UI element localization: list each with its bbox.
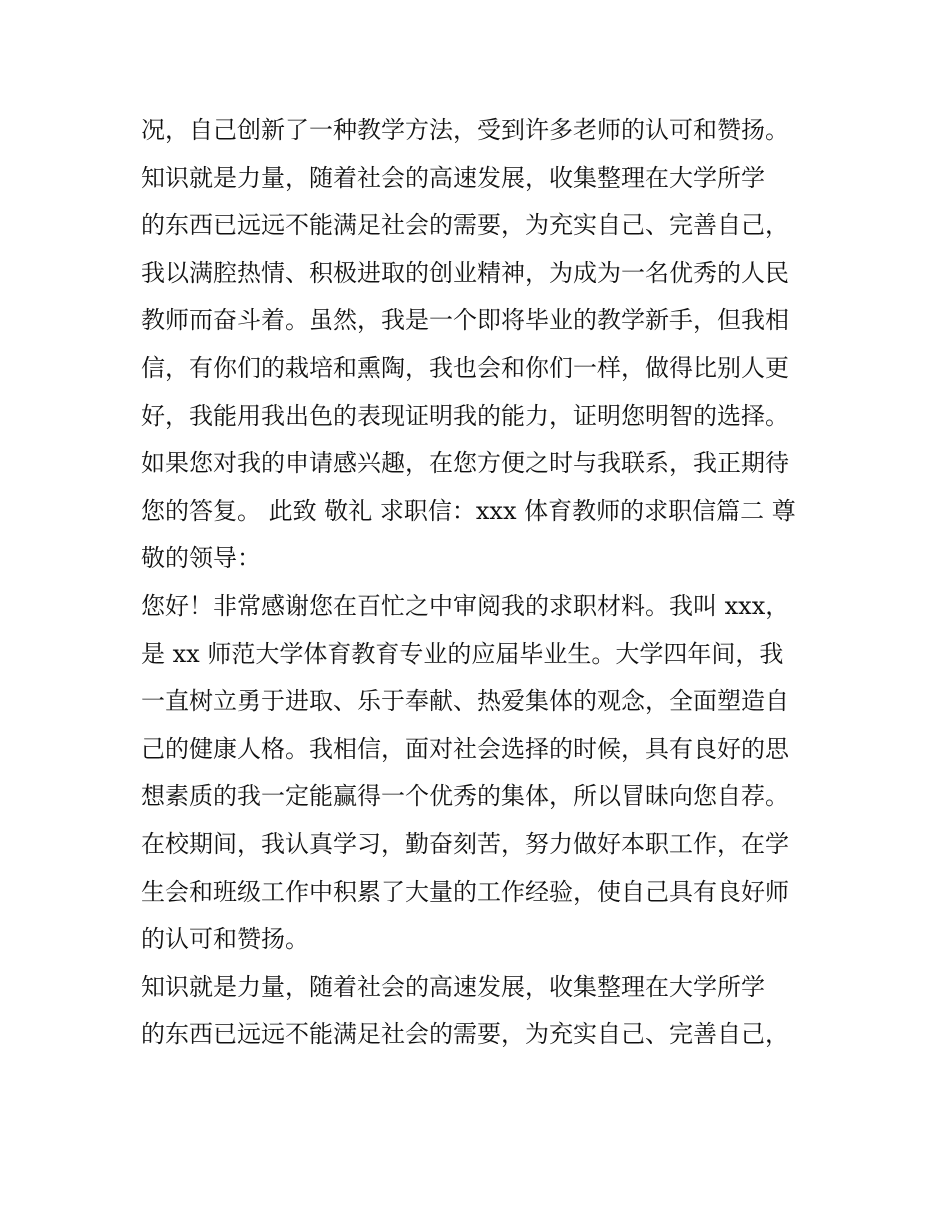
body-text: [141, 107, 821, 1059]
text-line: 知识就是力量，随着社会的高速发展，收集整理在大学所学: [141, 163, 765, 192]
text-line: 况，自己创新了一种教学方法，受到许多老师的认可和赞扬。: [141, 116, 789, 144]
text-line: 教师而奋斗着。虽然，我是一个即将毕业的教学新手，但我相: [141, 306, 789, 335]
text-line: 的东西已远远不能满足社会的需要，为充实自己、完善自己，: [141, 1020, 789, 1049]
text-line: 如果您对我的申请感兴趣，在您方便之时与我联系，我正期待: [141, 449, 789, 478]
text-line: 您的答复。 此致 敬礼 求职信：xxx 体育教师的求职信篇二 尊: [141, 496, 796, 525]
text-line: 敬的领导：: [141, 544, 261, 573]
text-line: 生会和班级工作中积累了大量的工作经验，使自己具有良好师: [141, 877, 789, 906]
text-line: 的东西已远远不能满足社会的需要，为充实自己、完善自己，: [141, 211, 789, 240]
text-line: 好，我能用我出色的表现证明我的能力，证明您明智的选择。: [141, 401, 789, 430]
text-line: 在校期间，我认真学习，勤奋刻苦，努力做好本职工作，在学: [141, 829, 789, 858]
text-line: 想素质的我一定能赢得一个优秀的集体，所以冒昧向您自荐。: [141, 782, 789, 811]
text-line: 一直树立勇于进取、乐于奉献、热爱集体的观念，全面塑造自: [141, 687, 789, 716]
text-line: 我以满腔热情、积极进取的创业精神，为成为一名优秀的人民: [141, 258, 789, 287]
text-line: 知识就是力量，随着社会的高速发展，收集整理在大学所学: [141, 972, 765, 1001]
text-line: 己的健康人格。我相信，面对社会选择的时候，具有良好的思: [141, 734, 789, 763]
text-line: 的认可和赞扬。: [141, 925, 309, 954]
text-line: 您好！非常感谢您在百忙之中审阅我的求职材料。我叫 xxx，: [141, 591, 790, 620]
text-line: 是 xx 师范大学体育教育专业的应届毕业生。大学四年间，我: [141, 639, 784, 668]
text-line: 信，有你们的栽培和熏陶，我也会和你们一样，做得比别人更: [141, 353, 789, 382]
